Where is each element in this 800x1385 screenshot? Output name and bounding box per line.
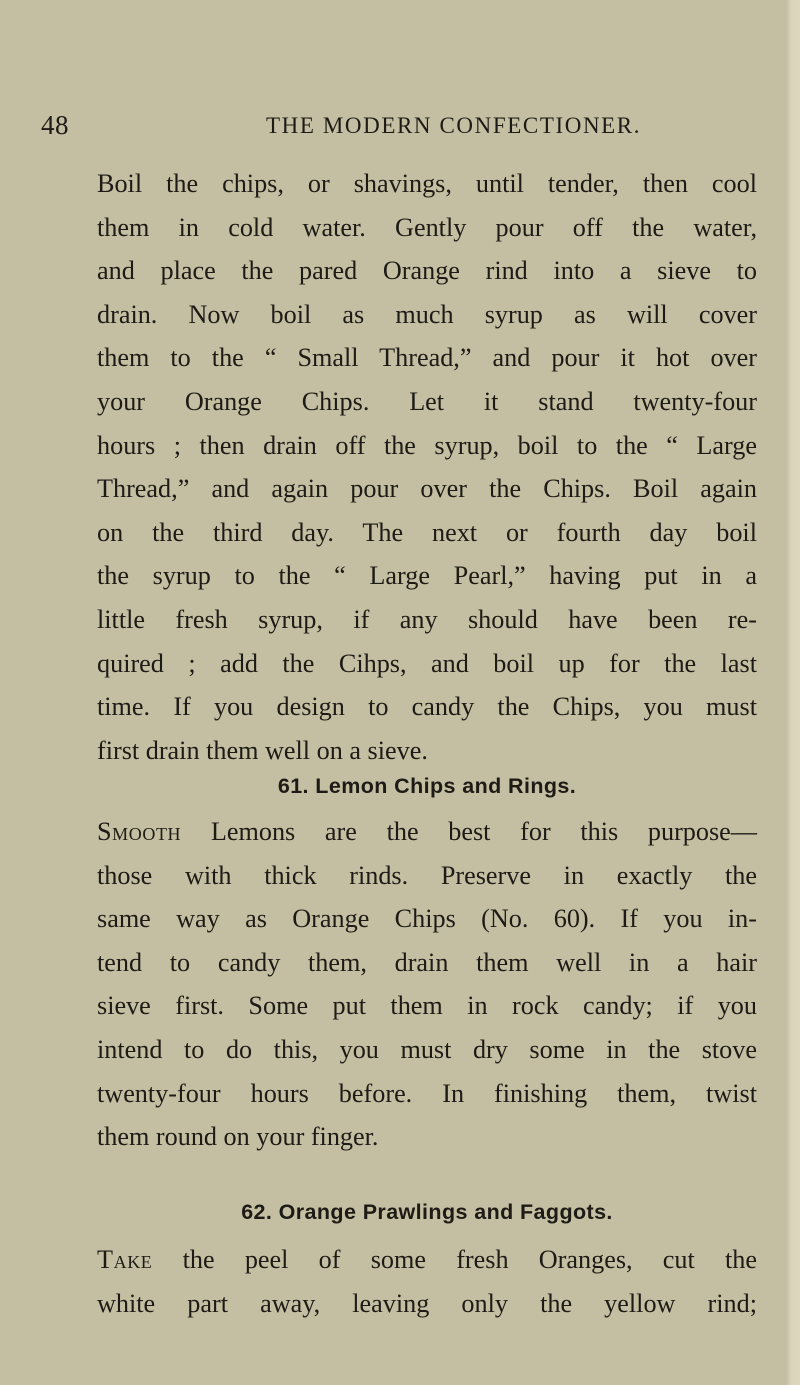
paragraph-boil-chips xyxy=(97,162,757,772)
text-line: those with thick rinds. Preserve in exactly the xyxy=(97,860,757,890)
page-edge-shadow xyxy=(786,0,800,1385)
text-line: hours ; then drain off the syrup, boil to the “ Large xyxy=(97,430,757,460)
text-run: Lemons are the best for this purpose— xyxy=(181,817,757,846)
text-line: and place the pared Orange rind into a sieve to xyxy=(97,256,757,286)
text-line xyxy=(97,810,757,854)
text-line: on the third day. The next or fourth day boil xyxy=(97,517,757,547)
section-heading-62: 62. Orange Prawlings and Faggots. xyxy=(241,1200,613,1224)
text-line: the syrup to the “ Large Pearl,” having put in a xyxy=(97,561,757,591)
text-line: twenty-four hours before. In finishing them, twist xyxy=(97,1078,757,1108)
text-line: quired ; add the Cihps, and boil up for the last xyxy=(97,648,757,678)
text-line: them to the “ Small Thread,” and pour it hot over xyxy=(97,343,757,373)
text-line: little fresh syrup, if any should have been re- xyxy=(97,604,757,634)
text-line: tend to candy them, drain them well in a hair xyxy=(97,947,757,977)
text-line: your Orange Chips. Let it stand twenty-four xyxy=(97,386,757,416)
text-line: time. If you design to candy the Chips, you must xyxy=(97,692,757,722)
text-line: first drain them well on a sieve. xyxy=(97,735,428,765)
text-line xyxy=(97,1238,757,1282)
drop-word: Take xyxy=(97,1245,153,1274)
text-run: the peel of some fresh Oranges, cut the xyxy=(152,1245,757,1274)
text-line: Boil the chips, or shavings, until tender, then cool xyxy=(97,169,757,198)
paragraph-orange-prawlings xyxy=(97,1238,757,1325)
text-line: same way as Orange Chips (No. 60). If you in- xyxy=(97,904,757,934)
text-line: drain. Now boil as much syrup as will cover xyxy=(97,299,757,329)
text-line: them in cold water. Gently pour off the water, xyxy=(97,212,757,242)
text-line: them round on your finger. xyxy=(97,1122,379,1152)
paragraph-lemon-chips xyxy=(97,810,757,1159)
page-number: 48 xyxy=(41,110,69,140)
running-title: THE MODERN CONFECTIONER. xyxy=(266,113,642,138)
text-line: white part away, leaving only the yellow rind; xyxy=(97,1288,757,1318)
text-line: intend to do this, you must dry some in the stove xyxy=(97,1034,757,1064)
text-line: sieve first. Some put them in rock candy; if you xyxy=(97,991,757,1021)
page-header xyxy=(41,110,741,150)
section-heading-61: 61. Lemon Chips and Rings. xyxy=(277,774,577,798)
drop-word: Smooth xyxy=(97,817,182,846)
text-line: Thread,” and again pour over the Chips. Boil again xyxy=(97,474,757,504)
